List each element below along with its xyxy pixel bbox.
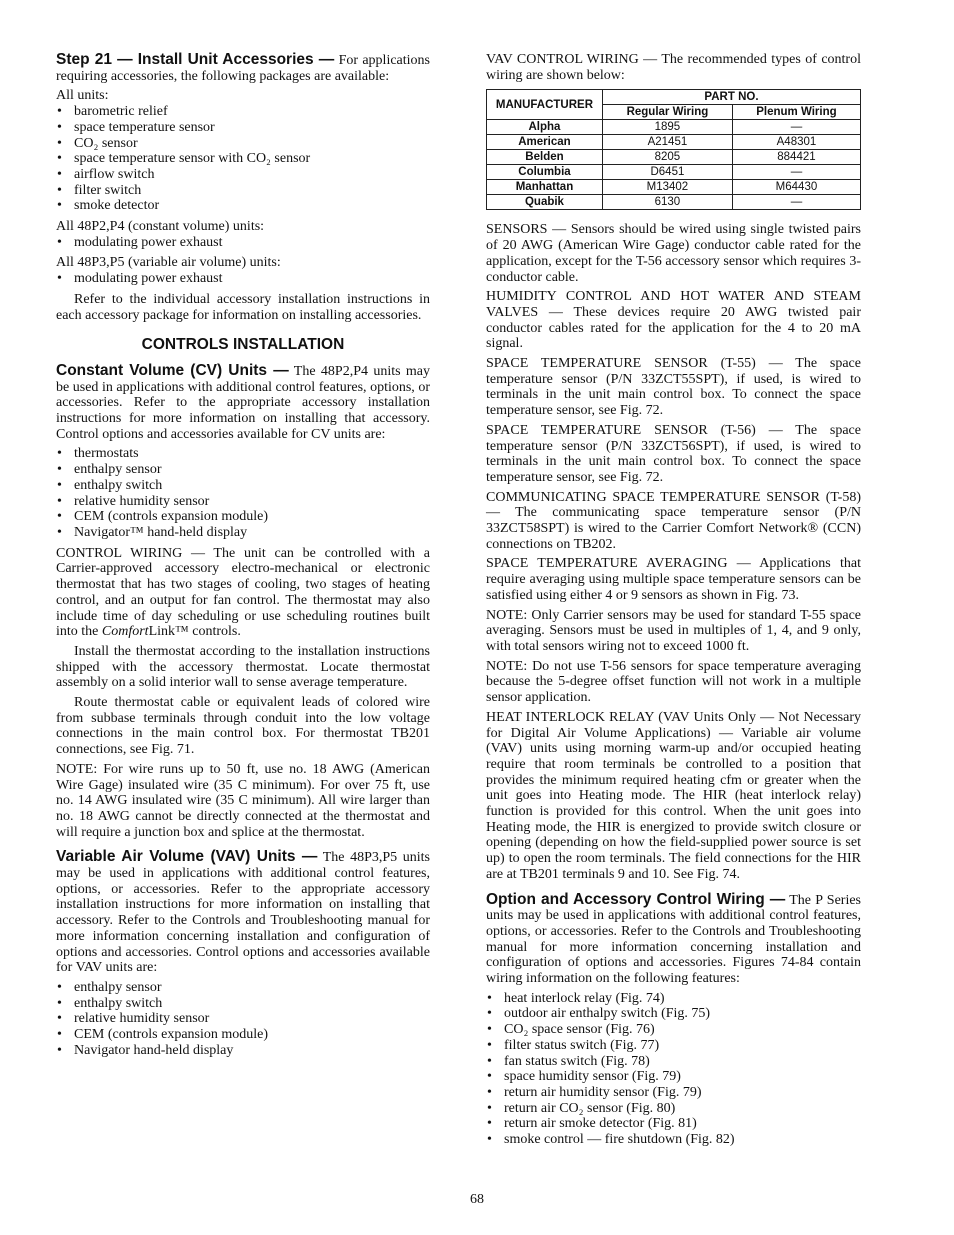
list-item: • CEM (controls expansion module) [56,1027,430,1043]
all-units-label: All units: [56,88,109,104]
list-item: • filter status switch (Fig. 77) [486,1038,861,1054]
regular-wiring-cell: 1895 [602,120,732,135]
option-body: The P Series units may be used in applications with additional control features, options, or accessories. Refer to the Controls and Troubleshooting manual for more information concerning installation and configuration of options and accessories. Figures 74-84 contain wiring information on the following features: [486,892,861,987]
list-item: • CO₂ space sensor (Fig. 76) [486,1022,861,1038]
list-item: • CO₂ sensor [56,136,430,152]
vav-units-list [56,271,430,287]
heat-interlock-paragraph: HEAT INTERLOCK RELAY (VAV Units Only — Not Necessary for Digital Air Volume Applications) — Variable air volume (VAV) units using morning warm-up and/or occupied heating require that room terminals be controlled to a position that provides the minimum required heating cfm or greater when the unit goes into Heating mode. The HIR (heat interlock relay) function is provided for this control. When the unit goes into Heating mode, the HIR is energized to provide switch closure or opening (depending on how the field-supplied power source is set up) to open the room terminals. The field connections for the HIR are at TB201 terminals 9 and 10. See Fig. 74. [486,709,861,882]
step21-paragraph [56,52,430,84]
list-item: • barometric relief [56,104,430,120]
manufacturer-cell: Columbia [487,165,603,180]
wiring-table [486,89,861,210]
header-plenum-wiring: Plenum Wiring [732,105,860,120]
right-column [486,52,861,1153]
list-item: • space temperature sensor [56,120,430,136]
manufacturer-cell: American [487,135,603,150]
list-item: • airflow switch [56,167,430,183]
wiring-table-body [487,120,861,210]
page-number: 68 [470,1192,484,1207]
step21-body: For applications requiring accessories, the following packages are available: [56,53,430,84]
list-item: • smoke control — fire shutdown (Fig. 82) [486,1132,861,1148]
table-row [487,195,861,210]
install-paragraph: Install the thermostat according to the installation instructions shipped with the accessory thermostat. Locate thermostat assembly on a solid interior wall to sense average temperature. [56,643,430,691]
refer-paragraph: Refer to the individual accessory installation instructions in each accessory package for information on installing accessories. [56,291,430,323]
t58-paragraph: COMMUNICATING SPACE TEMPERATURE SENSOR (T-58) — The communicating space temperature sensor (P/N 33ZCT58SPT) is wired to the Carrier Comfort Network® (CCN) connections on TB202. [486,489,861,552]
cv-heading: Constant Volume (CV) Units — [56,361,289,379]
all-units-list [56,104,430,214]
vav-wiring-paragraph: VAV CONTROL WIRING — The recommended types of control wiring are shown below: [486,52,861,83]
control-wiring-paragraph [56,546,430,640]
regular-wiring-cell: M13402 [602,180,732,195]
cv-units-list [56,235,430,251]
table-row [487,135,861,150]
cv-options-list [56,446,430,540]
table-row [487,180,861,195]
control-wiring-italic: Comfort [101,624,149,640]
sensors-paragraph: SENSORS — Sensors should be wired using single twisted pairs of 20 AWG (American Wire Gage) conductor cable rated for the application, except for the T-56 accessory sensor which requires 3-conductor cable. [486,222,861,285]
regular-wiring-cell: D6451 [602,165,732,180]
option-features-list [486,991,861,1148]
list-item: • relative humidity sensor [56,1011,430,1027]
humidity-paragraph: HUMIDITY CONTROL AND HOT WATER AND STEAM VALVES — These devices require 20 AWG twisted pair conductor cables rated for the application for the 4 to 20 mA signal. [486,289,861,352]
left-column [56,52,430,1063]
list-item: • return air humidity sensor (Fig. 79) [486,1085,861,1101]
cv-paragraph [56,363,430,443]
route-paragraph: Route thermostat cable or equivalent leads of colored wire from subbase terminals through conduit into the low voltage connections in the main control box. For thermostat TB201 connections, see Fig. 71. [56,695,430,758]
list-item: • space humidity sensor (Fig. 79) [486,1069,861,1085]
list-item: • smoke detector [56,198,430,214]
list-item: • filter switch [56,183,430,199]
step21-heading: Step 21 — Install Unit Accessories — [56,51,335,68]
plenum-wiring-cell: M64430 [732,180,860,195]
vav-heading: Variable Air Volume (VAV) Units — [56,848,318,866]
manufacturer-cell: Alpha [487,120,603,135]
section-title: CONTROLS INSTALLATION [141,336,345,354]
t55-paragraph: SPACE TEMPERATURE SENSOR (T-55) — The space temperature sensor (P/N 33ZCT55SPT), if used, is wired to terminals in the unit main control box. To connect the space temperature sensor, see Fig. 72. [486,356,861,419]
list-item: • CEM (controls expansion module) [56,509,430,525]
manufacturer-cell: Belden [487,150,603,165]
cv-body: The 48P2,P4 units may be used in applications with additional control features, options, or accessories. Refer to the appropriate accessory installation instructions for more information on installing that accessory. Control options and accessories available for CV units are: [56,363,430,442]
regular-wiring-cell: 8205 [602,150,732,165]
manufacturer-cell: Quabik [487,195,603,210]
list-item: • return air CO₂ sensor (Fig. 80) [486,1101,861,1117]
list-item: • thermostats [56,446,430,462]
list-item: • heat interlock relay (Fig. 74) [486,991,861,1007]
table-row [487,165,861,180]
list-item: • modulating power exhaust [56,235,430,251]
vav-units-label: All 48P3,P5 (variable air volume) units: [56,255,281,271]
list-item: • enthalpy sensor [56,462,430,478]
list-item: • space temperature sensor with CO₂ sensor [56,151,430,167]
vav-paragraph [56,849,430,976]
t56-paragraph: SPACE TEMPERATURE SENSOR (T-56) — The space temperature sensor (P/N 33ZCT56SPT), if used, is wired to terminals in the unit main control box. To connect the space temperature sensor, see Fig. 72. [486,422,861,485]
list-item: • fan status switch (Fig. 78) [486,1054,861,1070]
list-item: • return air smoke detector (Fig. 81) [486,1116,861,1132]
note-t56-sensors: NOTE: Do not use T-56 sensors for space temperature averaging because the 5-degree offset function will not work in a multiple sensor application. [486,658,861,706]
regular-wiring-cell: 6130 [602,195,732,210]
plenum-wiring-cell: — [732,195,860,210]
wire-note-paragraph: NOTE: For wire runs up to 50 ft, use no. 18 AWG (American Wire Gage) insulated wire (35 C minimum). For over 75 ft, use no. 14 AWG insulated wire (35 C minimum). All wire larger than no. 18 AWG cannot be directly connected at the thermostat and will require a junction box and splice at the thermostat. [56,761,430,840]
vav-options-list [56,980,430,1059]
control-wiring-text-a: CONTROL WIRING — The unit can be controlled with a Carrier-approved accessory electro-mechanical or electronic thermostat that has two stages of cooling, two stages of heating control, and an output for fan control. The thermostat may also include time of day scheduling or use scheduling routines built into the [56,545,430,640]
table-row [487,120,861,135]
option-paragraph [486,892,861,987]
plenum-wiring-cell: 884421 [732,150,860,165]
list-item: • enthalpy switch [56,996,430,1012]
plenum-wiring-cell: — [732,165,860,180]
header-part-no: PART NO. [602,90,860,105]
list-item: • modulating power exhaust [56,271,430,287]
header-manufacturer: MANUFACTURER [487,90,603,120]
list-item: • outdoor air enthalpy switch (Fig. 75) [486,1006,861,1022]
manufacturer-cell: Manhattan [487,180,603,195]
list-item: • Navigator hand-held display [56,1043,430,1059]
plenum-wiring-cell: A48301 [732,135,860,150]
list-item: • Navigator™ hand-held display [56,525,430,541]
list-item: • enthalpy switch [56,478,430,494]
regular-wiring-cell: A21451 [602,135,732,150]
list-item: • enthalpy sensor [56,980,430,996]
header-regular-wiring: Regular Wiring [602,105,732,120]
table-row [487,150,861,165]
control-wiring-text-b: Link™ controls. [148,624,241,640]
note-carrier-sensors: NOTE: Only Carrier sensors may be used for standard T-55 space averaging. Sensors must be used in multiples of 1, 4, and 9 only, with total sensors wiring not to exceed 1000 ft. [486,607,861,654]
plenum-wiring-cell: — [732,120,860,135]
averaging-paragraph: SPACE TEMPERATURE AVERAGING — Applications that require averaging using multiple space temperature sensors can be satisfied using either 4 or 9 sensors as shown in Fig. 73. [486,556,861,603]
option-heading: Option and Accessory Control Wiring — [486,890,786,908]
list-item: • relative humidity sensor [56,494,430,510]
cv-units-label: All 48P2,P4 (constant volume) units: [56,219,265,235]
vav-body: The 48P3,P5 units may be used in applications with additional control features, options, or accessories. Refer to the appropriate accessory installation instructions for more information on installing that accessory. Refer to the Controls and Troubleshooting manual for more information concerning installation and configuration of options and accessories. Control options and accessories available for VAV units are: [56,850,431,976]
